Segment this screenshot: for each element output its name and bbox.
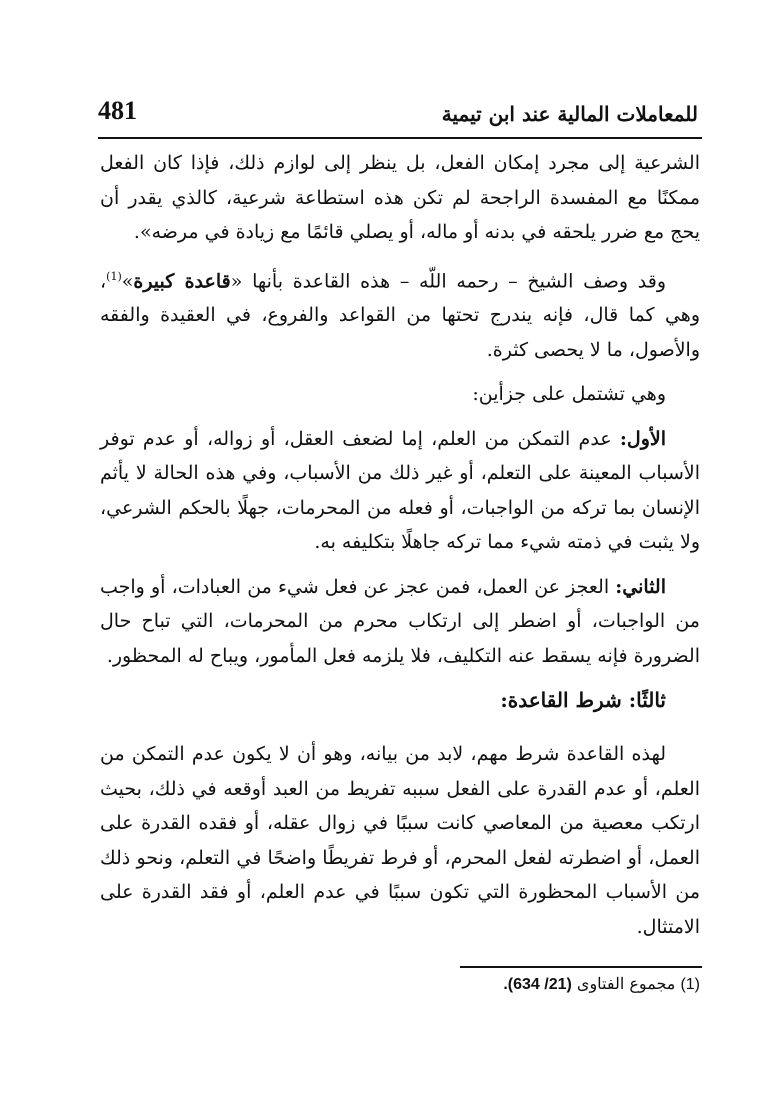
footnote-number: (1): [680, 976, 700, 993]
paragraph-1: الشرعية إلى مجرد إمكان الفعل، بل ينظر إلى لوازم ذلك، فإذا كان الفعل ممكنًا مع المفسدة الراجحة لم تكن هذه استطاعة شرعية، كالذي يقدر أن يحج مع ضرر يلحقه في بدنه أو ماله، أو يصلي قائمًا مع زيادة في مرضه».: [100, 152, 700, 243]
paragraph-second-part: الثاني: العجز عن العمل، فمن عجز عن فعل شيء من العبادات، أو واجب من الواجبات، أو اضطر إلى ارتكاب محرم من المحرمات، التي تباح حال الضرورة فإنه يسقط عنه التكليف، فلا يلزمه فعل المأمور، ويباح له المحظور.: [100, 575, 700, 667]
second-part-label: الثاني:: [615, 575, 666, 598]
paragraph-condition: لهذه القاعدة شرط مهم، لابد من بيانه، وهو أن لا يكون عدم التمكن من العلم، أو عدم القدرة على الفعل سببه تفريط من العبد أوقعه في ذلك، بحيث ارتكب معصية من المعاصي كانت سببًا في زوال عقله، أو فقده القدرة على العمل، أو اضطرته لفعل المحرم، أو فرط تفريطًا واضحًا في التعلم، ونحو ذلك من الأسباب المحظورة التي تكون سببًا في عدم العلم، أو فقد القدرة على الامتثال.: [100, 743, 700, 938]
footnote-text: مجموع الفتاوى: [576, 974, 676, 993]
section-heading: ثالثًا: شرط القاعدة:: [500, 688, 666, 713]
footnote: [503, 972, 700, 997]
footnote-marker: (1): [106, 269, 122, 283]
paragraph-first-part: الأول: عدم التمكن من العلم، إما لضعف العقل، أو زواله، أو عدم توفر الأسباب المعينة على التعلم، أو غير ذلك من الأسباب، وفي هذه الحالة لا يأثم الإنسان بما تركه من الواجبات، أو فعله من المحرمات، جهلًا بالحكم الشرعي، ولا يثبت في ذمته شيء مما تركه جاهلًا بتكليفه به.: [100, 427, 700, 554]
paragraph-3: وهي تشتمل على جزأين:: [472, 383, 666, 406]
header-title: للمعاملات المالية عند ابن تيمية: [441, 102, 698, 126]
first-part-label: الأول:: [619, 427, 666, 450]
page-number: 481: [98, 96, 137, 125]
paragraph-2: وقد وصف الشيخ – رحمه اللّه – هذه القاعدة بأنها «قاعدة كبيرة»$^{(1)}$، وهي كما قال، فإنه يندرج تحتها من القواعد والفروع، في العقيدة والفقه والأصول، ما لا يحصى كثرة.: [100, 269, 700, 361]
bold-quote: قاعدة كبيرة: [133, 269, 231, 292]
footnote-divider: [460, 966, 702, 968]
footnote-reference: (21/ 634).: [503, 976, 572, 993]
running-header: [98, 96, 698, 136]
page-body: [100, 146, 700, 944]
header-divider: [98, 137, 702, 139]
